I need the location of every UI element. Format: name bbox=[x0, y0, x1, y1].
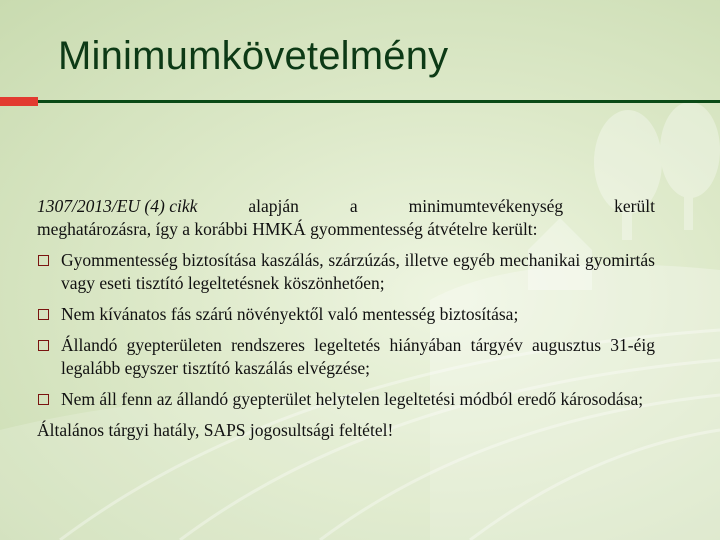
intro-word: alapján bbox=[248, 196, 299, 216]
slide-title: Minimumkövetelmény bbox=[58, 34, 449, 78]
bullet-text: Nem áll fenn az állandó gyepterület helytelen legeltetési módból eredő károsodása; bbox=[61, 389, 644, 409]
bullet-text: Nem kívánatos fás szárú növényektől való mentesség biztosítása; bbox=[61, 304, 519, 324]
square-bullet-icon bbox=[38, 340, 49, 351]
bullet-text: Állandó gyepterületen rendszeres legeltetés hiányában tárgyév augusztus 31-éig legalább egyszer tisztító kaszálás elvégzése; bbox=[61, 335, 655, 378]
bullet-text: Gyommentesség biztosítása kaszálás, szárzúzás, illetve egyéb mechanikai gyomirtás vagy eseti tisztító legeltetésnek köszönhetően; bbox=[61, 250, 655, 293]
intro-line-2: meghatározásra, így a korábbi HMKÁ gyommentesség átvételre került: bbox=[37, 219, 538, 239]
title-divider-bar bbox=[0, 97, 720, 106]
intro-paragraph bbox=[37, 195, 655, 241]
square-bullet-icon bbox=[38, 309, 49, 320]
square-bullet-icon bbox=[38, 394, 49, 405]
slide-body bbox=[37, 195, 655, 442]
regulation-reference: 1307/2013/EU (4) cikk bbox=[37, 196, 198, 216]
intro-line-1 bbox=[37, 195, 655, 218]
bullet-item bbox=[37, 303, 655, 326]
square-bullet-icon bbox=[38, 255, 49, 266]
intro-word: a bbox=[349, 196, 358, 216]
bullet-item bbox=[37, 249, 655, 295]
intro-word: került bbox=[614, 196, 655, 216]
bullet-item bbox=[37, 334, 655, 380]
intro-word: minimumtevékenység bbox=[408, 196, 564, 216]
divider-green-line bbox=[38, 100, 720, 103]
closing-statement: Általános tárgyi hatály, SAPS jogosultsági feltétel! bbox=[37, 420, 394, 440]
bullet-item bbox=[37, 388, 655, 411]
divider-red-segment bbox=[0, 97, 38, 106]
